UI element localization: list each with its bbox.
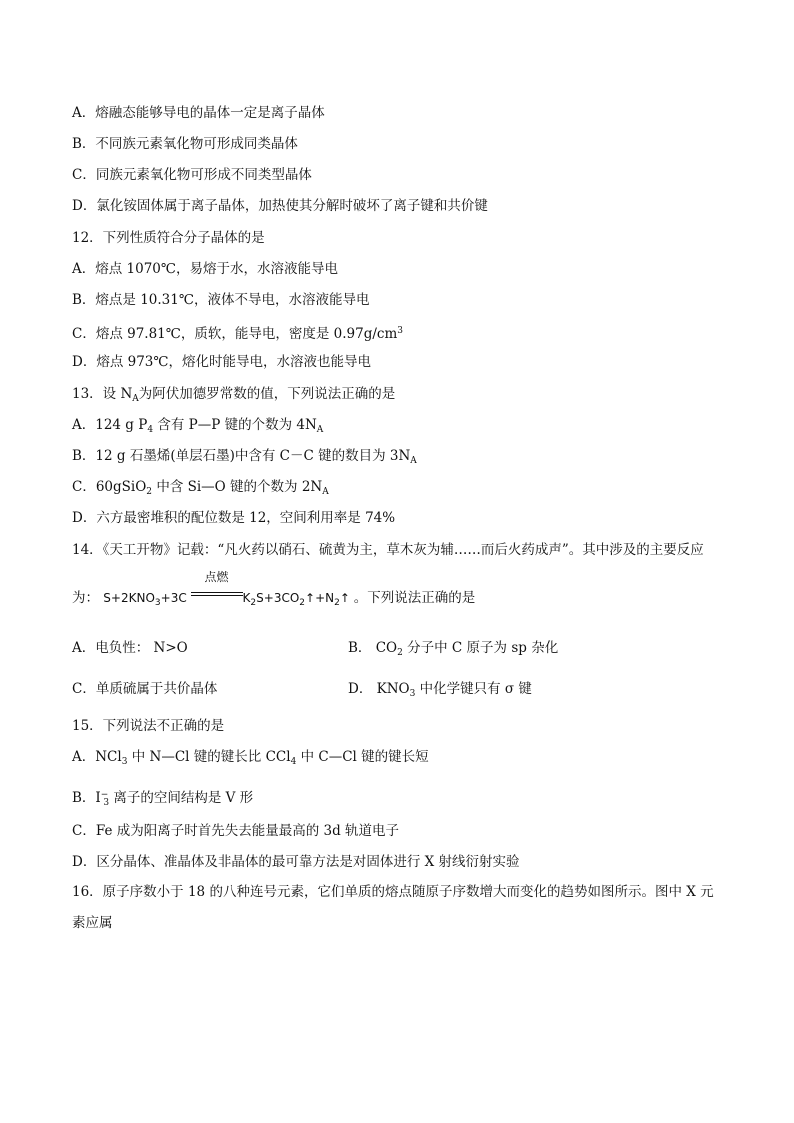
q13-option-a: A．124 g $P_4$ 含有 P—P 键的个数为 $4N_A$ (72, 417, 324, 435)
q11-option-a: A．熔融态能够导电的晶体一定是离子晶体 (72, 105, 325, 121)
q16-stem: 16．原子序数小于 18 的八种连号元素，它们单质的熔点随原子序数增大而变化的趋势如图所示。图中 X 元素应属 (72, 884, 714, 931)
q11-option-b: B．不同族元素氧化物可形成同类晶体 (72, 136, 298, 152)
q15-stem: 15．下列说法不正确的是 (72, 718, 225, 734)
q14-option-d: D． $KNO_3$ 中化学键只有 σ 键 (348, 681, 532, 699)
chemical-equation: $S+2KNO_3+3C$ 点燃 $K_2S+3CO_2↑+N_2↑$ (103, 570, 350, 608)
q15-option-c: C．Fe 成为阳离子时首先失去能量最高的 3d 轨道电子 (72, 823, 400, 839)
q14-option-a: A．电负性： N>O (72, 640, 188, 656)
q12-option-c: C．熔点 97.81℃，质软，能导电，密度是 $0.97g/cm^3$ (72, 326, 404, 342)
q15-option-a: A．NCl$_3$ 中 N—Cl 键的键长比 CCl$_4$ 中 C—Cl 键的键长短 (72, 749, 429, 767)
q14-option-b: B． $CO_2$ 分子中 C 原子为 sp 杂化 (348, 640, 559, 658)
q13-option-d: D．六方最密堆积的配位数是 12，空间利用率是 74% (72, 510, 396, 526)
q14-stem: 14．《天工开物》记载：“凡火药以硝石、硫黄为主，草木灰为辅……而后火药成声”。其中涉及的主要反应 (72, 542, 704, 558)
reaction-condition: 点燃 (204, 570, 229, 584)
q14-option-c: C．单质硫属于共价晶体 (72, 681, 218, 697)
q13-option-c: C．60gSiO$_2$ 中含 Si—O 键的个数为 $2N_A$ (72, 479, 329, 497)
q11-option-d: D．氯化铵固体属于离子晶体，加热使其分解时破坏了离子键和共价键 (72, 198, 488, 214)
q12-option-d: D．熔点 973℃，熔化时能导电，水溶液也能导电 (72, 354, 371, 370)
q12-option-a: A．熔点 1070℃，易熔于水，水溶液能导电 (72, 261, 338, 277)
q13-option-b: B．12 g 石墨烯(单层石墨)中含有 C－C 键的数目为 $3N_A$ (72, 448, 417, 466)
q13-stem: 13．设 $N_A$为阿伏加德罗常数的值，下列说法正确的是 (72, 386, 396, 404)
q15-option-d: D．区分晶体、准晶体及非晶体的最可靠方法是对固体进行 X 射线衍射实验 (72, 854, 520, 870)
reaction-arrow (191, 570, 243, 604)
q15-option-b: B．$I^-_3$ 离子的空间结构是 V 形 (72, 790, 254, 808)
q14-equation-line: 为： $S+2KNO_3+3C$ 点燃 $K_2S+3CO_2↑+N_2↑$ 。下列说法正确的是 (72, 570, 476, 608)
q12-option-b: B．熔点是 10.31℃，液体不导电，水溶液能导电 (72, 292, 370, 308)
q11-option-c: C．同族元素氧化物可形成不同类型晶体 (72, 167, 312, 183)
q12-stem: 12．下列性质符合分子晶体的是 (72, 230, 265, 246)
